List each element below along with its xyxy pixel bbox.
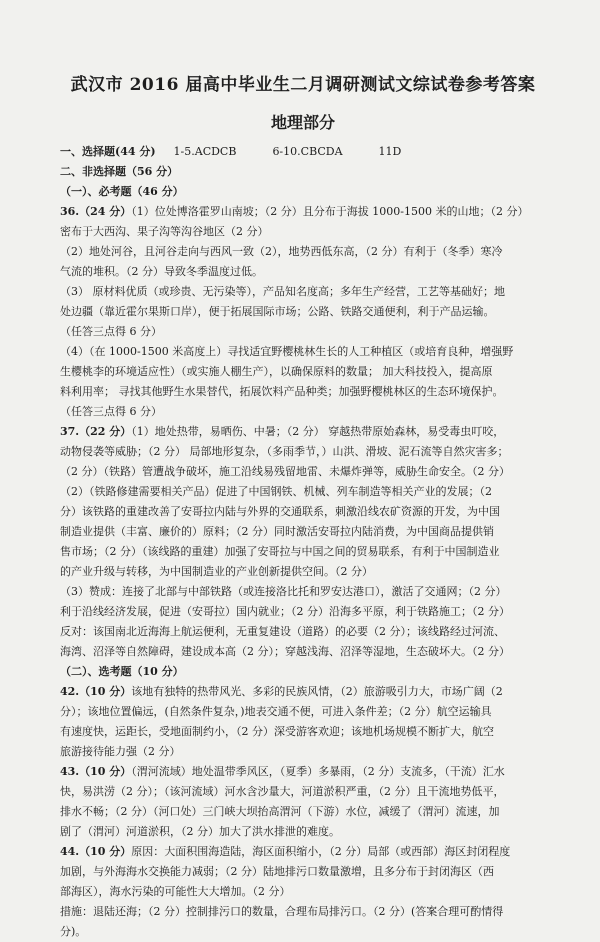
answer-line bbox=[60, 362, 546, 382]
answer-line bbox=[60, 602, 546, 622]
answer-text: 气流的堆积。（2 分）导致冬季温度过低。 bbox=[60, 265, 263, 278]
answer-text: 处边疆（靠近霍尔果斯口岸），便于拓展国际市场；公路、铁路交通便利，利于产品运输。 bbox=[60, 305, 495, 318]
answer-line bbox=[60, 582, 546, 602]
answer-line bbox=[60, 242, 546, 262]
answer-text: 生樱桃李的环境适应性）（或实施人棚生产），以确保原料的数量； 加大科技投入，提高原 bbox=[60, 365, 493, 378]
answer-text: （3） 原材料优质（或珍贵、无污染等），产品知名度高；多年生产经营，工艺等基础好；地 bbox=[60, 285, 505, 298]
answer-text: 制造业提供（丰富、廉价的）原料；（2 分）同时激活安哥拉内陆消费，为中国商品提供销 bbox=[60, 525, 494, 538]
answer-text: 动物侵袭等威胁；（2 分） 局部地形复杂，（多雨季节，）山洪、滑坡、泥石流等自然灾害多； bbox=[60, 445, 509, 458]
answer-line bbox=[60, 162, 546, 182]
answer-text: （2）（铁路修建需要相关产品）促进了中国钢铁、机械、列车制造等相关产业的发展；（2 bbox=[60, 485, 492, 498]
answer-text: （任答三点得 6 分） bbox=[60, 325, 162, 338]
answer-line bbox=[60, 802, 546, 822]
answer-line bbox=[60, 402, 546, 422]
answer-line bbox=[60, 782, 546, 802]
answer-line bbox=[60, 662, 546, 682]
answer-text: （任答三点得 6 分） bbox=[60, 405, 162, 418]
answer-text: 排水不畅；（2 分）（河口处）三门峡大坝抬高渭河（下游）水位，减缓了（渭河）流速，加 bbox=[60, 805, 500, 818]
answer-line bbox=[60, 622, 546, 642]
answer-text: （1）位处博洛霍罗山南坡；（2 分）且分布于海拔 1000-1500 米的山地；（2 分） bbox=[131, 205, 529, 218]
mc-heading: 一、选择题(44 分) bbox=[60, 145, 156, 158]
answer-line bbox=[60, 202, 546, 222]
mc-answers-6-10: 6-10.CBCDA bbox=[272, 145, 343, 158]
answer-line bbox=[60, 562, 546, 582]
answer-line bbox=[60, 642, 546, 662]
answer-text: 二、非选择题（56 分） bbox=[60, 165, 179, 178]
question-number: 42.（10 分） bbox=[60, 685, 132, 698]
answer-line bbox=[60, 282, 546, 302]
answer-line bbox=[60, 302, 546, 322]
answer-text: 密布于大西沟、果子沟等沟谷地区（2 分） bbox=[60, 225, 269, 238]
answer-line bbox=[60, 822, 546, 842]
answer-line bbox=[60, 862, 546, 882]
answer-text: 的产业升级与转移，为中国制造业的产业创新提供空间。（2 分） bbox=[60, 565, 373, 578]
answer-line bbox=[60, 502, 546, 522]
answer-line bbox=[60, 702, 546, 722]
answer-line bbox=[60, 522, 546, 542]
answer-text: 快，易洪涝（2 分）；（该河流域）河水含沙量大，河道淤积严重，（2 分）且干流地势低平， bbox=[60, 785, 505, 798]
answer-text: 旅游接待能力强（2 分） bbox=[60, 745, 181, 758]
answer-text: （4）（在 1000-1500 米高度上）寻找适宜野樱桃林生长的人工种植区（或培育良种，增强野 bbox=[60, 345, 514, 358]
answer-line bbox=[60, 442, 546, 462]
document-title: 武汉市 2016 届高中毕业生二月调研测试文综试卷参考答案 bbox=[70, 75, 536, 95]
answer-text: 剧了（渭河）河道淤积，（2 分）加大了洪水排泄的难度。 bbox=[60, 825, 340, 838]
section-title: 地理部分 bbox=[270, 113, 335, 132]
answer-text: （2 分）（铁路）管遭战争破坏，施工沿线易残留地雷、未爆炸弹等，威胁生命安全。（2 分） bbox=[60, 465, 510, 478]
answer-line bbox=[60, 322, 546, 342]
answer-line bbox=[60, 882, 546, 902]
answer-text: 部海区），海水污染的可能性大大增加。（2 分） bbox=[60, 885, 291, 898]
answer-text: 售市场；（2 分）（该线路的重建）加强了安哥拉与中国之间的贸易联系，有利于中国制造业 bbox=[60, 545, 500, 558]
answer-text: 原因：大面积围海造陆，海区面积缩小，（2 分）局部（或西部）海区封闭程度 bbox=[131, 845, 511, 858]
answer-body bbox=[60, 162, 546, 942]
answer-text: 该地有独特的热带风光、多彩的民族风情，（2）旅游吸引力大，市场广阔（2 bbox=[131, 685, 503, 698]
answer-text: 料利用率； 寻找其他野生水果替代，拓展饮料产品种类；加强野樱桃林区的生态环境保护。 bbox=[60, 385, 504, 398]
answer-text: 利于沿线经济发展，促进（安哥拉）国内就业；（2 分）沿海多平原，利于铁路施工；（2 分） bbox=[60, 605, 510, 618]
answer-text: 分)。 bbox=[60, 925, 87, 938]
answer-line bbox=[60, 382, 546, 402]
answer-line bbox=[60, 762, 546, 782]
answer-line bbox=[60, 262, 546, 282]
answer-line bbox=[60, 902, 546, 922]
answer-text: 反对：该国南北近海海上航运便利，无重复建设（道路）的必要（2 分）；该线路经过河流、 bbox=[60, 625, 505, 638]
mc-answer-11: 11D bbox=[378, 145, 402, 158]
answer-text: （二）、选考题（10 分） bbox=[60, 665, 184, 678]
answer-line bbox=[60, 462, 546, 482]
answer-text: 加剧，与外海海水交换能力减弱；（2 分）陆地排污口数量激增，且多分布于封闭海区（西 bbox=[60, 865, 494, 878]
answer-text: 分）该铁路的重建改善了安哥拉内陆与外界的交通联系，刺激沿线农矿资源的开发，为中国 bbox=[60, 505, 500, 518]
answer-text: 海湾、沼泽等自然障碍，建设成本高（2 分）；穿越浅海、沼泽等湿地，生态破坏大。（2 分） bbox=[60, 645, 510, 658]
answer-line bbox=[60, 922, 546, 942]
answer-line bbox=[60, 542, 546, 562]
answer-text: 有速度快，运距长，受地面制约小，（2 分）深受游客欢迎；该地机场规模不断扩大，航空 bbox=[60, 725, 494, 738]
multiple-choice-answers bbox=[60, 142, 546, 162]
answer-line bbox=[60, 682, 546, 702]
answer-line bbox=[60, 722, 546, 742]
answer-text: （2）地处河谷，且河谷走向与西风一致（2），地势西低东高，（2 分）有利于（冬季）寒冷 bbox=[60, 245, 503, 258]
answer-text: （渭河流域）地处温带季风区，（夏季）多暴雨，（2 分）支流多，（干流）汇水 bbox=[131, 765, 505, 778]
answer-line bbox=[60, 182, 546, 202]
answer-line bbox=[60, 222, 546, 242]
answer-text: 措施：退陆还海；（2 分）控制排污口的数量，合理布局排污口。（2 分）(答案合理可酌情得 bbox=[60, 905, 504, 918]
question-number: 44.（10 分） bbox=[60, 845, 132, 858]
question-number: 43.（10 分） bbox=[60, 765, 132, 778]
answer-line bbox=[60, 742, 546, 762]
answer-text: （3）赞成：连接了北部与中部铁路（或连接洛比托和罗安达港口），激活了交通网；（2 分） bbox=[60, 585, 507, 598]
question-number: 37.（22 分） bbox=[60, 425, 132, 438]
mc-answers-1-5: 1-5.ACDCB bbox=[173, 145, 237, 158]
answer-line bbox=[60, 482, 546, 502]
answer-line bbox=[60, 422, 546, 442]
answer-text: （1）地处热带，易晒伤、中暑；（2 分） 穿越热带原始森林，易受毒虫叮咬， bbox=[131, 425, 505, 438]
answer-line bbox=[60, 842, 546, 862]
answer-line bbox=[60, 342, 546, 362]
question-number: 36.（24 分） bbox=[60, 205, 132, 218]
answer-text: （一）、必考题（46 分） bbox=[60, 185, 184, 198]
answer-text: 分）；该地位置偏远，(自然条件复杂，)地表交通不便，可进入条件差；（2 分）航空运输具 bbox=[60, 705, 492, 718]
